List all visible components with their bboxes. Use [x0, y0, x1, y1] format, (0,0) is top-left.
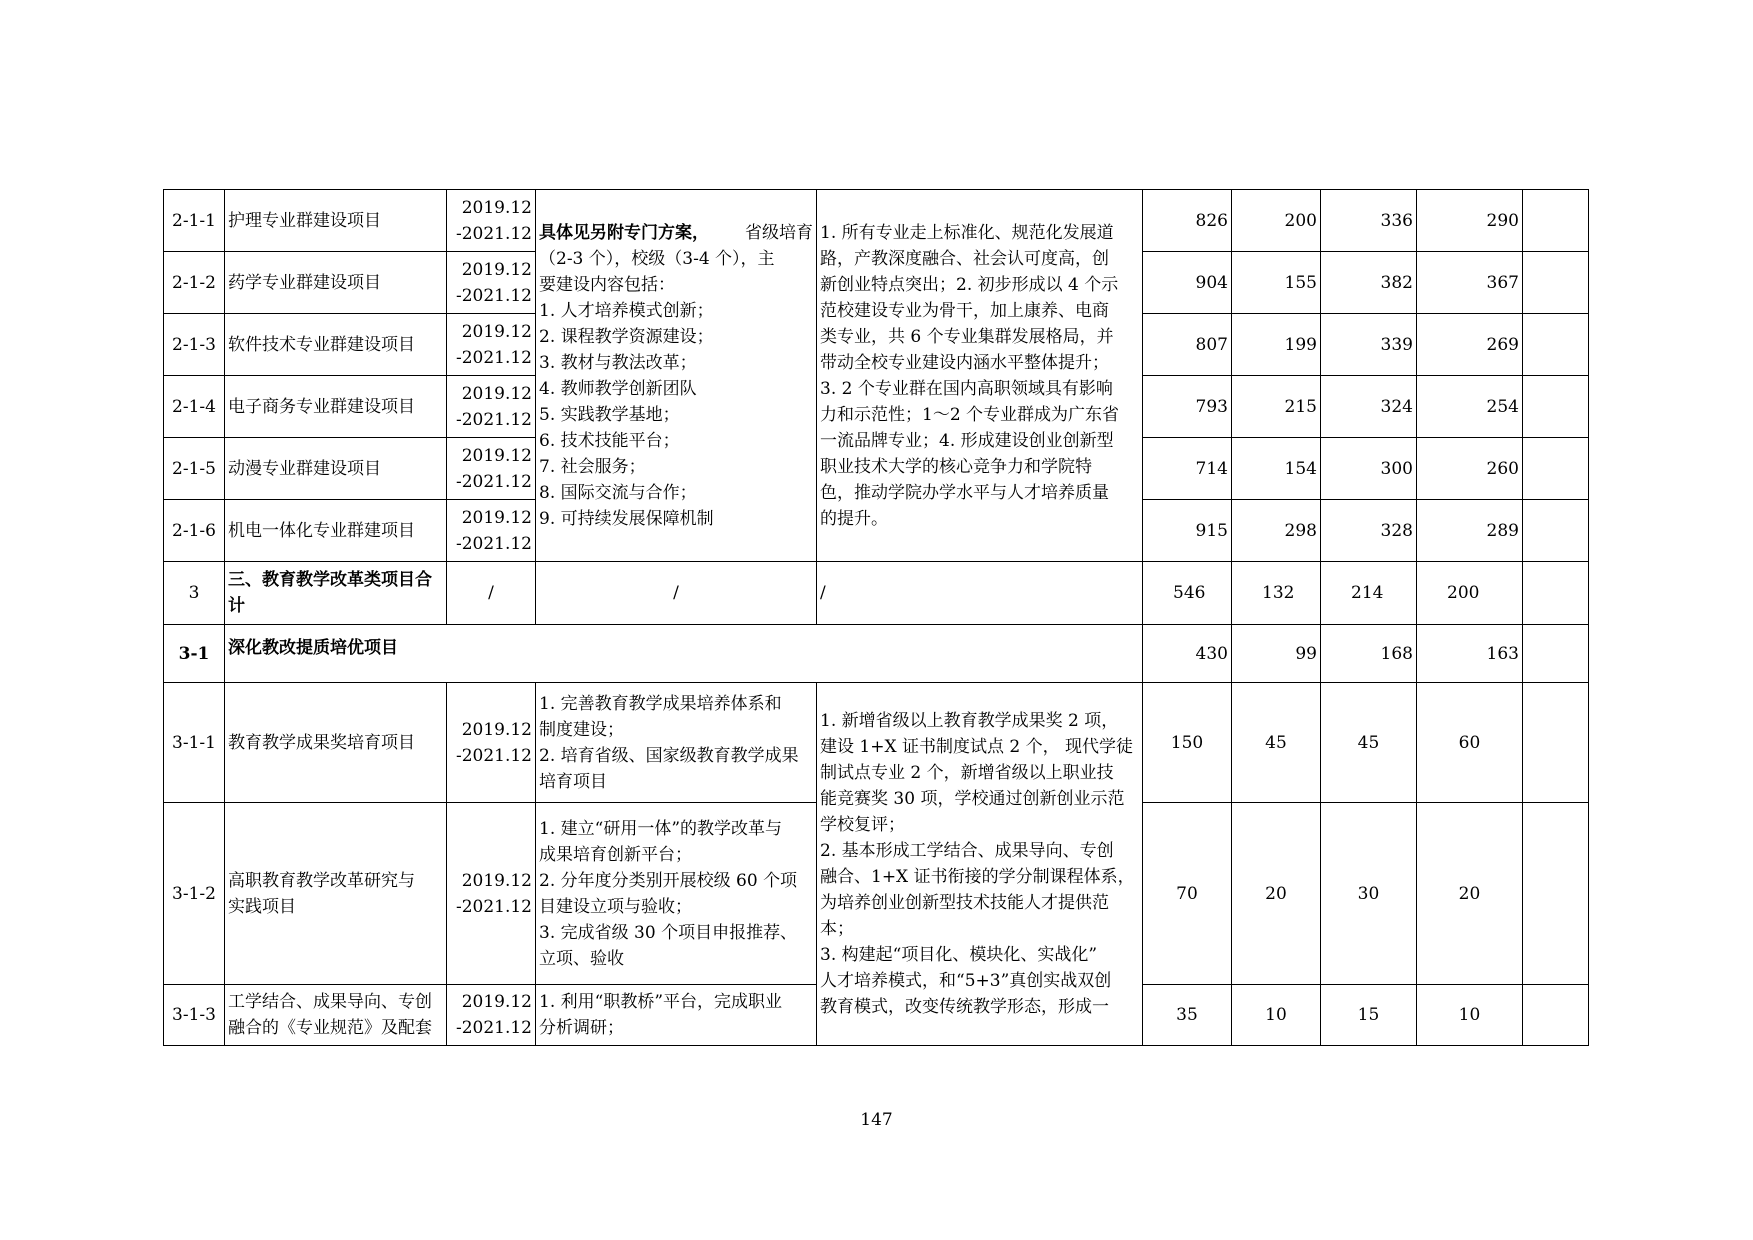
- value-year2: 328: [1321, 500, 1417, 562]
- project-name: 工学结合、成果导向、专创 融合的《专业规范》及配套: [225, 985, 447, 1046]
- construction-content: 1. 建立“研用一体”的教学改革与 成果培育创新平台； 2. 分年度分类别开展校级 60 个项 目建设立项与验收； 3. 完成省级 30 个项目申报推荐、 立项、验收: [536, 803, 817, 985]
- remark-cell: [1523, 438, 1589, 500]
- value-year1: 200: [1232, 190, 1321, 252]
- slash-cell: /: [817, 562, 1143, 625]
- value-year1: 20: [1232, 803, 1321, 985]
- value-year3: 200: [1417, 562, 1523, 625]
- row-id: 2-1-2: [164, 252, 225, 314]
- slash-cell: /: [536, 562, 817, 625]
- project-name: 软件技术专业群建设项目: [225, 314, 447, 376]
- project-period: 2019.12 -2021.12: [447, 500, 536, 562]
- value-total: 904: [1143, 252, 1232, 314]
- row-id: 2-1-4: [164, 376, 225, 438]
- value-year1: 215: [1232, 376, 1321, 438]
- construction-content: 1. 完善教育教学成果培养体系和 制度建设； 2. 培育省级、国家级教育教学成果 培育项目: [536, 683, 817, 803]
- value-total: 714: [1143, 438, 1232, 500]
- value-year2: 336: [1321, 190, 1417, 252]
- construction-goals: 1. 新增省级以上教育教学成果奖 2 项， 建设 1+X 证书制度试点 2 个， 现代学徒 制试点专业 2 个，新增省级以上职业技 能竞赛奖 30 项，学校通过创新创业示范 学校复评； 2. 基本形成工学结合、成果导向、专创 融合、1+X 证书衔接的学分制课程体系， 为培养创业创新型技术技能人才提供范 本； 3. 构建起“项目化、模块化、实战化” 人才培养模式，和“5+3”真创实战双创 教育模式，改变传统教学形态，形成一: [817, 683, 1143, 1046]
- value-year3: 254: [1417, 376, 1523, 438]
- value-year2: 300: [1321, 438, 1417, 500]
- value-year3: 60: [1417, 683, 1523, 803]
- project-name: 高职教育教学改革研究与 实践项目: [225, 803, 447, 985]
- value-year3: 367: [1417, 252, 1523, 314]
- value-year2: 214: [1321, 562, 1417, 625]
- project-name: 护理专业群建设项目: [225, 190, 447, 252]
- remark-cell: [1523, 683, 1589, 803]
- value-total: 430: [1143, 625, 1232, 683]
- row-id: 3-1-3: [164, 985, 225, 1046]
- project-name: 机电一体化专业群建项目: [225, 500, 447, 562]
- value-total: 793: [1143, 376, 1232, 438]
- row-id: 3: [164, 562, 225, 625]
- value-year2: 45: [1321, 683, 1417, 803]
- remark-cell: [1523, 562, 1589, 625]
- value-total: 546: [1143, 562, 1232, 625]
- value-year3: 20: [1417, 803, 1523, 985]
- row-id: 2-1-6: [164, 500, 225, 562]
- project-name: 电子商务专业群建设项目: [225, 376, 447, 438]
- table-row: [164, 190, 1589, 252]
- value-year1: 132: [1232, 562, 1321, 625]
- value-year1: 199: [1232, 314, 1321, 376]
- remark-cell: [1523, 252, 1589, 314]
- table-row: [164, 562, 1589, 625]
- value-year2: 168: [1321, 625, 1417, 683]
- value-total: 807: [1143, 314, 1232, 376]
- project-period: 2019.12 -2021.12: [447, 803, 536, 985]
- row-id: 3-1-1: [164, 683, 225, 803]
- construction-goals: 1. 所有专业走上标准化、规范化发展道 路，产教深度融合、社会认可度高，创 新创业特点突出；2. 初步形成以 4 个示 范校建设专业为骨干，加上康养、电商 类专业，共 6 个专业集群发展格局，并 带动全校专业建设内涵水平整体提升； 3. 2 个专业群在国内高职领域具有影响 力和示范性；1～2 个专业群成为广东省 一流品牌专业；4. 形成建设创业创新型 职业技术大学的核心竞争力和学院特 色，推动学院办学水平与人才培养质量 的提升。: [817, 190, 1143, 562]
- budget-table: [163, 189, 1589, 1046]
- value-year3: 260: [1417, 438, 1523, 500]
- value-year2: 324: [1321, 376, 1417, 438]
- value-total: 35: [1143, 985, 1232, 1046]
- project-name: 动漫专业群建设项目: [225, 438, 447, 500]
- row-id: 2-1-3: [164, 314, 225, 376]
- project-period: 2019.12 -2021.12: [447, 683, 536, 803]
- value-year2: 30: [1321, 803, 1417, 985]
- value-year2: 382: [1321, 252, 1417, 314]
- value-total: 915: [1143, 500, 1232, 562]
- value-year1: 99: [1232, 625, 1321, 683]
- project-period: 2019.12 -2021.12: [447, 438, 536, 500]
- value-total: 150: [1143, 683, 1232, 803]
- value-year3: 10: [1417, 985, 1523, 1046]
- value-total: 70: [1143, 803, 1232, 985]
- construction-content: 具体见另附专门方案， 省级培育 （2-3 个），校级（3-4 个），主 要建设内容包括： 1. 人才培养模式创新； 2. 课程教学资源建设； 3. 教材与教法改革； 4. 教师教学创新团队 5. 实践教学基地； 6. 技术技能平台； 7. 社会服务； 8. 国际交流与合作； 9. 可持续发展保障机制: [536, 190, 817, 562]
- remark-cell: [1523, 625, 1589, 683]
- value-year1: 298: [1232, 500, 1321, 562]
- project-period: 2019.12 -2021.12: [447, 252, 536, 314]
- construction-content: 1. 利用“职教桥”平台，完成职业 分析调研；: [536, 985, 817, 1046]
- remark-cell: [1523, 985, 1589, 1046]
- project-period: 2019.12 -2021.12: [447, 376, 536, 438]
- value-year3: 269: [1417, 314, 1523, 376]
- row-id: 2-1-5: [164, 438, 225, 500]
- row-id: 2-1-1: [164, 190, 225, 252]
- value-total: 826: [1143, 190, 1232, 252]
- project-period: 2019.12 -2021.12: [447, 314, 536, 376]
- slash-cell: /: [447, 562, 536, 625]
- value-year3: 289: [1417, 500, 1523, 562]
- value-year2: 15: [1321, 985, 1417, 1046]
- project-name: 三、教育教学改革类项目合 计: [225, 562, 447, 625]
- project-period: 2019.12 -2021.12: [447, 985, 536, 1046]
- value-year1: 154: [1232, 438, 1321, 500]
- value-year1: 10: [1232, 985, 1321, 1046]
- project-period: 2019.12 -2021.12: [447, 190, 536, 252]
- remark-cell: [1523, 190, 1589, 252]
- value-year1: 45: [1232, 683, 1321, 803]
- value-year1: 155: [1232, 252, 1321, 314]
- remark-cell: [1523, 376, 1589, 438]
- table-row: [164, 625, 1589, 683]
- project-name: 教育教学成果奖培育项目: [225, 683, 447, 803]
- value-year2: 339: [1321, 314, 1417, 376]
- value-year3: 290: [1417, 190, 1523, 252]
- section-title: 深化教改提质培优项目: [225, 625, 1143, 683]
- row-id: 3-1-2: [164, 803, 225, 985]
- project-name: 药学专业群建设项目: [225, 252, 447, 314]
- table-row: [164, 683, 1589, 803]
- remark-cell: [1523, 314, 1589, 376]
- page-number: 147: [860, 1110, 893, 1130]
- row-id: 3-1: [164, 625, 225, 683]
- remark-cell: [1523, 500, 1589, 562]
- value-year3: 163: [1417, 625, 1523, 683]
- remark-cell: [1523, 803, 1589, 985]
